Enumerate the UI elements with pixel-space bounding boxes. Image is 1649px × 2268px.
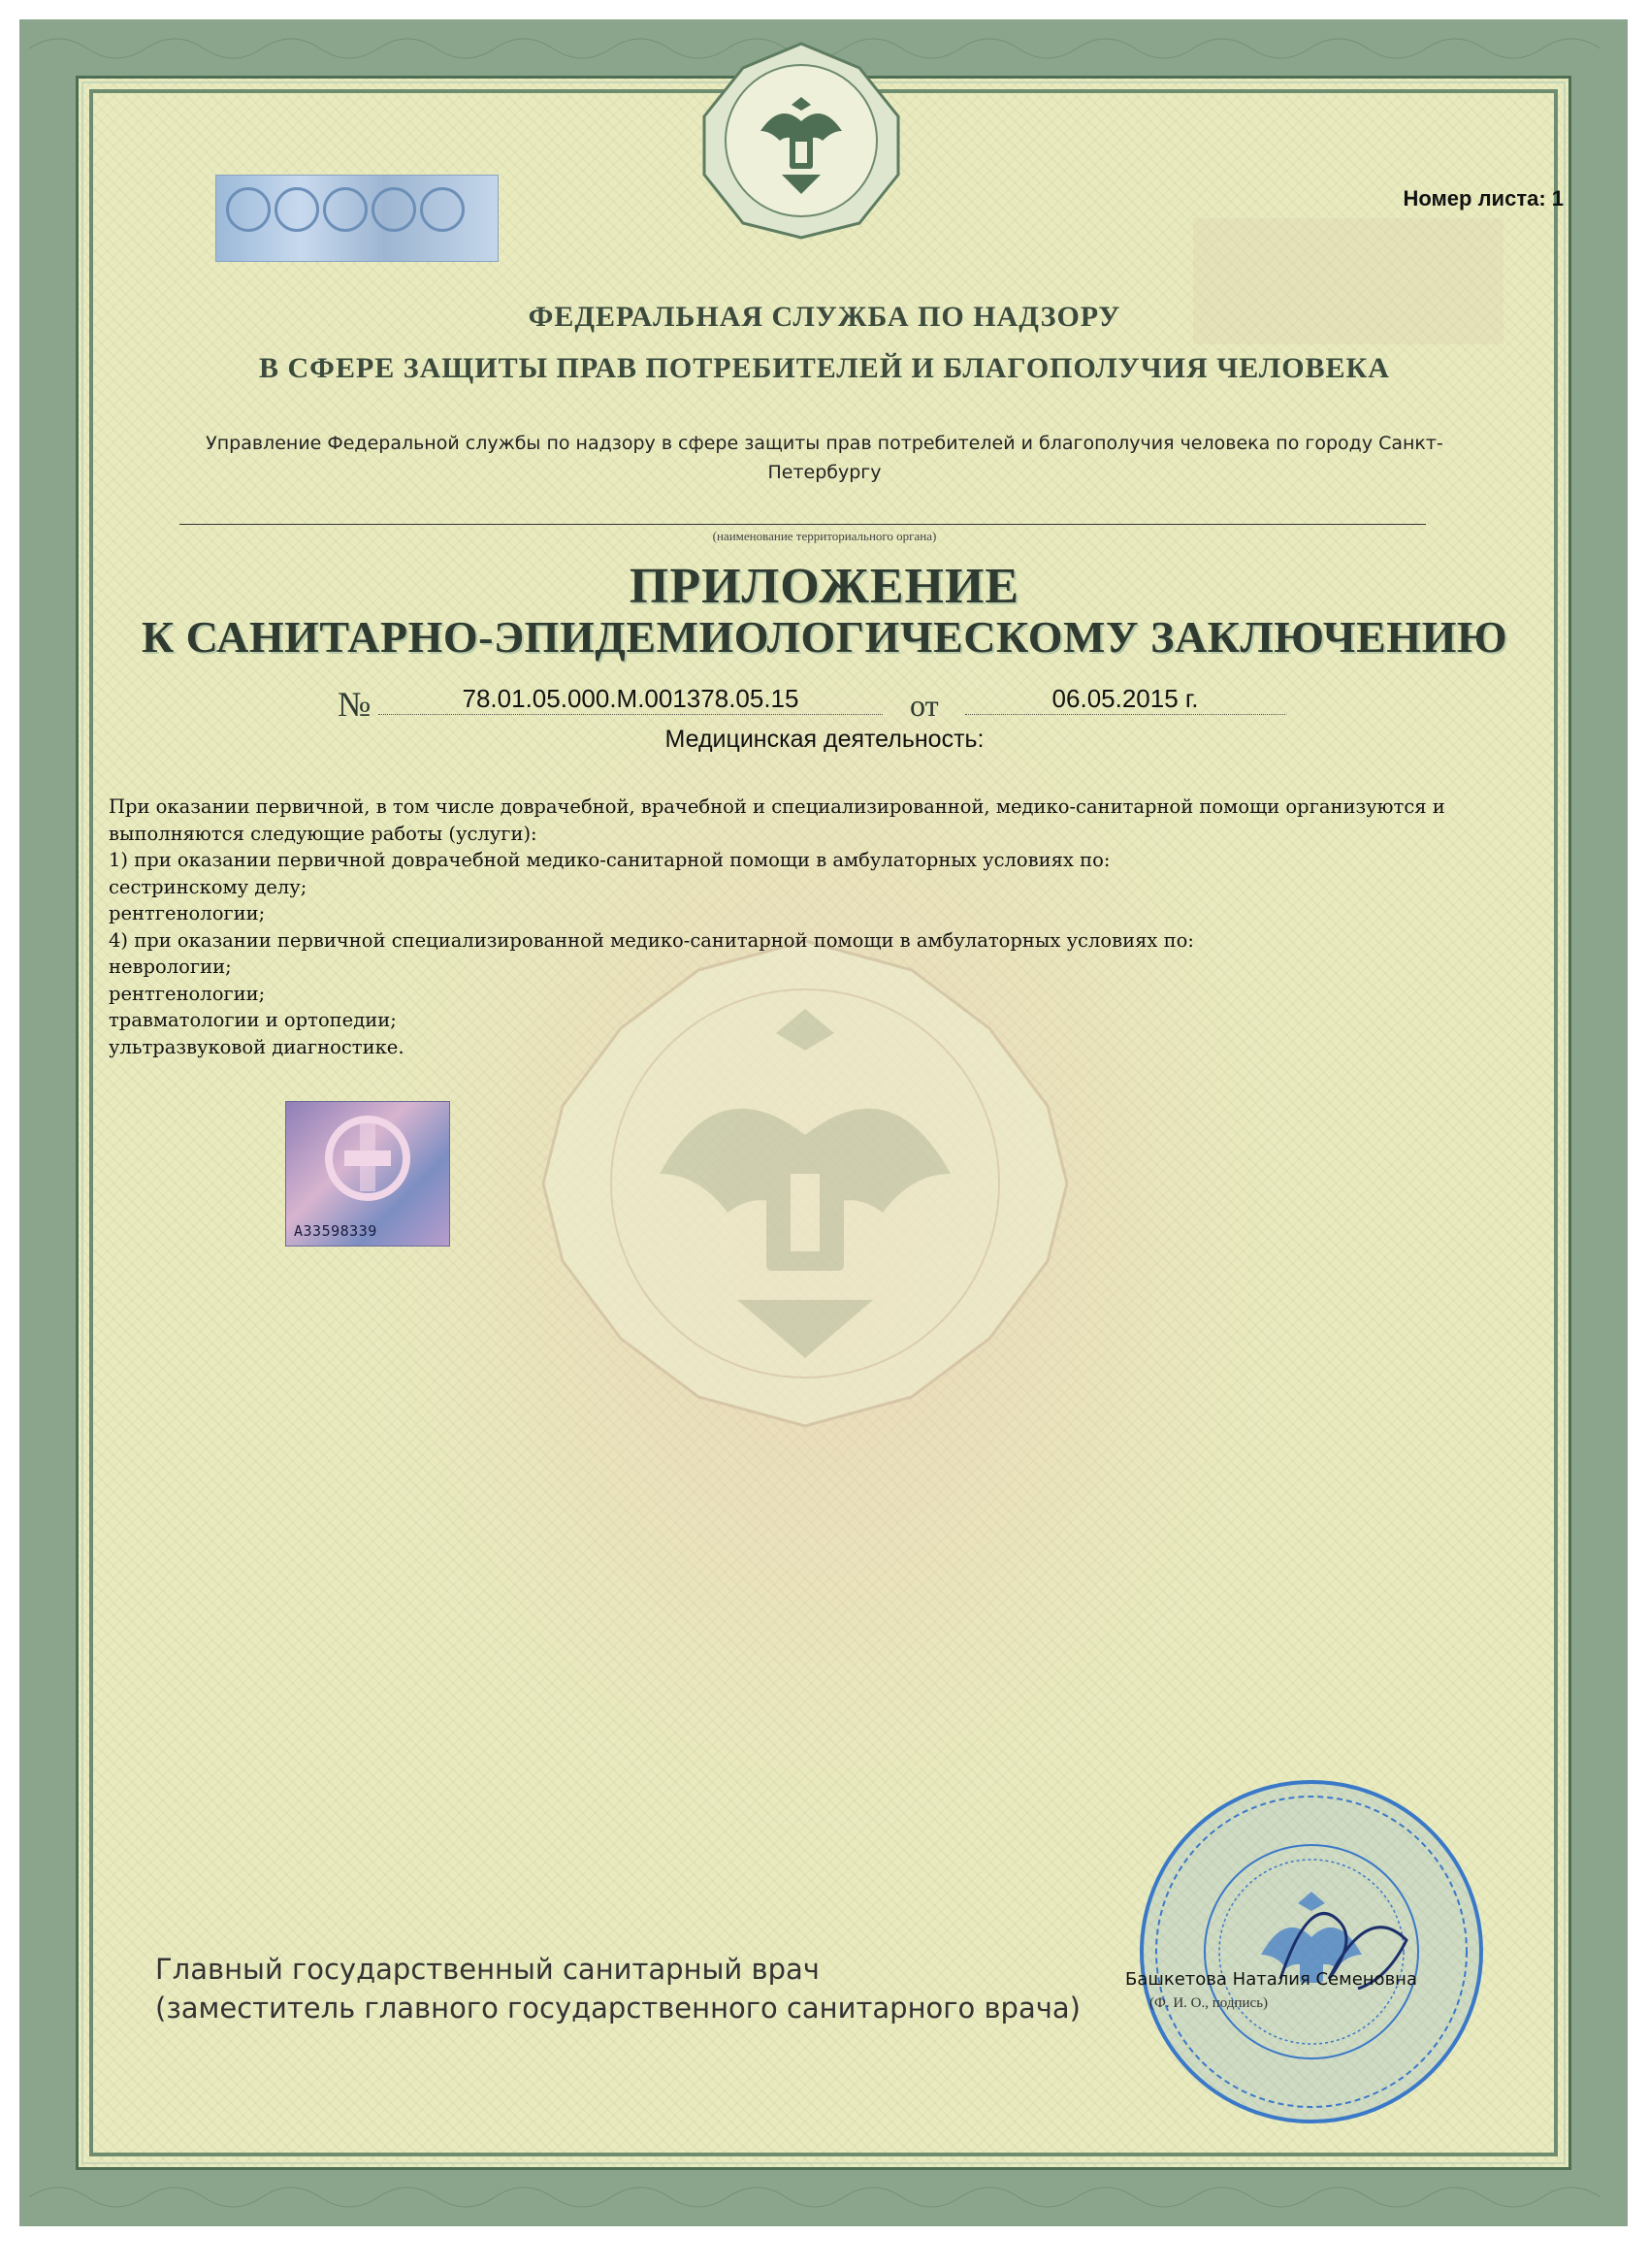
body-line: неврологии;: [109, 956, 232, 978]
hologram-sticker: [285, 1101, 450, 1247]
signer-name: Башкетова Наталия Семеновна: [1125, 1969, 1417, 1990]
territorial-body-line1: Управление Федеральной службы по надзору в сфере защиты прав потребителей и благополучия человека по городу Санкт-: [206, 433, 1443, 454]
date-prefix: от: [910, 688, 939, 723]
body-line: выполняются следующие работы (услуги):: [109, 822, 537, 845]
body-line: сестринскому делу;: [109, 875, 307, 898]
agency-title-line2: В СФЕРЕ ЗАЩИТЫ ПРАВ ПОТРЕБИТЕЛЕЙ И БЛАГОПОЛУЧИЯ ЧЕЛОВЕКА: [259, 352, 1390, 384]
hologram-logo-icon: [286, 1102, 449, 1218]
body-line: травматологии и ортопедии;: [109, 1009, 397, 1031]
document-number-row: [0, 676, 1649, 725]
hologram-serial-number: А33598339: [294, 1222, 377, 1240]
body-line: При оказании первичной, в том числе доврачебной, врачебной и специализированной, медико-санитарной помощи организуются и: [109, 795, 1445, 818]
hologram-strip: [215, 175, 499, 262]
document-heading-line2: К САНИТАРНО-ЭПИДЕМИОЛОГИЧЕСКОМУ ЗАКЛЮЧЕНИЮ: [141, 612, 1508, 662]
territorial-body-line2: Петербургу: [767, 462, 882, 483]
territorial-body-caption: (наименование территориального органа): [712, 529, 937, 543]
territorial-body-underline: [179, 524, 1426, 525]
document-heading-line1: ПРИЛОЖЕНИЕ: [629, 559, 1020, 614]
eagle-emblem-icon: [665, 39, 937, 243]
signer-caption: (Ф. И. О., подпись): [1149, 1995, 1269, 2011]
signatory-title: [155, 1950, 1081, 2027]
services-list: [109, 794, 1505, 1060]
body-line: рентгенологии;: [109, 982, 266, 1005]
official-seal-stamp: [1135, 1775, 1489, 2129]
document-date: 06.05.2015 г.: [965, 684, 1285, 715]
body-line: 4) при оказании первичной специализированной медико-санитарной помощи в амбулаторных условиях по:: [109, 928, 1194, 952]
agency-title-line1: ФЕДЕРАЛЬНАЯ СЛУЖБА ПО НАДЗОРУ: [528, 301, 1121, 333]
body-line: ультразвуковой диагностике.: [109, 1035, 404, 1058]
document-number: 78.01.05.000.М.001378.05.15: [378, 684, 883, 715]
sheet-number: Номер листа: 1: [1403, 186, 1564, 211]
signatory-title-line1: Главный государственный санитарный врач: [155, 1953, 820, 1986]
territorial-body-name: [155, 429, 1494, 487]
number-sign: №: [338, 685, 372, 724]
activity-type: Медицинская деятельность:: [664, 726, 985, 753]
signatory-title-line2: (заместитель главного государственного санитарного врача): [155, 1992, 1081, 2025]
body-line: 1) при оказании первичной доврачебной медико-санитарной помощи в амбулаторных условиях по:: [109, 849, 1111, 871]
body-line: рентгенологии;: [109, 902, 266, 924]
